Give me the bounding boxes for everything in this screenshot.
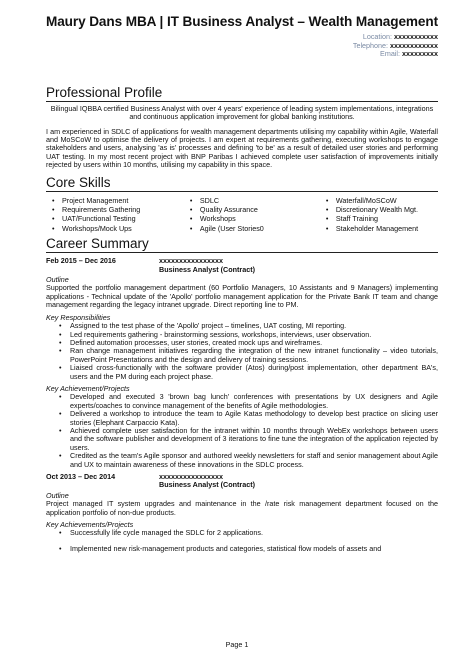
job-company: xxxxxxxxxxxxxxxx bbox=[159, 472, 223, 481]
list-item: • Liaised cross-functionally with the software provider (Atos) during/post implementation, other department BA's, users and the PM during each project phase. bbox=[46, 364, 438, 381]
skills-column-1 bbox=[46, 196, 184, 234]
list-item: • Defined automation processes, user stories, created mock ups and wireframes. bbox=[46, 339, 438, 347]
profile-heading: Professional Profile bbox=[46, 85, 438, 102]
list-item: • Delivered a workshop to introduce the team to Agile Katas methodology to develop best practice on slicing user stories (Elephant Carpaccio Kata). bbox=[46, 410, 438, 427]
skills-grid bbox=[46, 196, 438, 234]
list-item: • Successfully life cycle managed the SDLC for 2 applications. bbox=[46, 529, 438, 537]
profile-intro: Bilingual IQBBA certified Business Analyst with over 4 years' experience of leading system implementations, integrations and continuous application improvement for global banking institutions. bbox=[50, 103, 434, 122]
skill-item: • Project Management bbox=[46, 196, 184, 205]
skill-item: • UAT/Functional Testing bbox=[46, 214, 184, 223]
responsibilities-list bbox=[46, 322, 438, 381]
skill-item: • Agile (User Stories0 bbox=[184, 224, 320, 233]
career-summary-heading: Career Summary bbox=[46, 236, 438, 253]
skill-item: • Discretionary Wealth Mgt. bbox=[320, 205, 438, 214]
skills-column-3 bbox=[320, 196, 438, 234]
skill-item: • Workshops bbox=[184, 214, 320, 223]
list-item: • Led requirements gathering - brainstorming sessions, workshops, interviews, user observation. bbox=[46, 331, 438, 339]
skill-item: • Waterfall/MoSCoW bbox=[320, 196, 438, 205]
job-dates: Oct 2013 – Dec 2014 bbox=[46, 472, 116, 481]
list-item: • Achieved complete user satisfaction for the intranet within 10 months through WebEx workshops between users and the software publisher and development of 3 iterations to fine tune the integration of the application rejected by users. bbox=[46, 427, 438, 452]
outline-label: Outline bbox=[46, 490, 69, 500]
skill-item: • Stakeholder Management bbox=[320, 224, 438, 233]
job-outline: Project managed IT system upgrades and maintenance in the /rate risk management department focused on the application portfolio of non-due products. bbox=[46, 499, 438, 517]
job-outline: Supported the portfolio management department (60 Portfolio Managers, 10 Assistants and 9 Managers) implementing applications - Technical update of the 'Apollo' portfolio management application for the Private Bank IT team and change management regarding the legacy intranet upgrade. Direct reporting line to PM. bbox=[46, 283, 438, 310]
skill-item: • Quality Assurance bbox=[184, 205, 320, 214]
list-item: • Assigned to the test phase of the 'Apollo' project – timelines, UAT costing, MI reporting. bbox=[46, 322, 438, 330]
achievements-list bbox=[46, 393, 438, 469]
skill-item: • Workshops/Mock Ups bbox=[46, 224, 184, 233]
contact-block bbox=[46, 33, 438, 59]
job-company: xxxxxxxxxxxxxxxx bbox=[159, 256, 223, 266]
name-title: Maury Dans MBA | IT Business Analyst – Wealth Management bbox=[46, 14, 439, 29]
job-role: Business Analyst (Contract) bbox=[159, 264, 255, 274]
job-role: Business Analyst (Contract) bbox=[159, 480, 255, 490]
achievements-label: Key Achievements/Projects bbox=[46, 520, 134, 530]
contact-telephone: Telephone: xxxxxxxxxxxx bbox=[352, 40, 438, 50]
contact-location: Location: xxxxxxxxxxx bbox=[362, 32, 438, 41]
page-number: Page 1 bbox=[225, 640, 249, 649]
core-skills-heading: Core Skills bbox=[46, 175, 438, 192]
skill-item: • Requirements Gathering bbox=[46, 205, 184, 214]
job-dates: Feb 2015 – Dec 2016 bbox=[46, 256, 116, 266]
list-item: • Credited as the team's Agile sponsor and authored weekly newsletters for staff and senior management about Agile and UX to maintain awareness of these innovations in the SDLC process. bbox=[46, 452, 438, 469]
list-item: • Ran change management initiatives regarding the integration of the new intranet functionality – video tutorials, PowerPoint Presentations and the design and delivery of training sessions. bbox=[46, 347, 438, 364]
skills-column-2 bbox=[184, 196, 320, 234]
outline-label: Outline bbox=[46, 275, 69, 285]
job-entry bbox=[46, 473, 438, 553]
job-entry bbox=[46, 257, 438, 469]
profile-body: I am experienced in SDLC of applications for wealth management departments utilising my capability within Agile, Waterfall and MoSCoW to optimise the delivery of projects. I am expert at requirements gathering, executing workshops to engage stakeholders and users, analysing 'as is' processes and defining 'to be' as a result of detailed user stories and performing UAT testing. In my most recent project with BNP Paribas I achieved complete user satisfaction of improvements initially rejected by users within 10 months, utilising my capability in this space. bbox=[46, 126, 438, 170]
responsibilities-label: Key Responsibilities bbox=[46, 312, 111, 322]
skill-item: • SDLC bbox=[184, 196, 320, 205]
achievements-label: Key Achievement/Projects bbox=[46, 383, 130, 393]
contact-email: Email: xxxxxxxxx bbox=[380, 49, 438, 59]
achievements-list bbox=[46, 529, 438, 553]
skill-item: • Staff Training bbox=[320, 214, 438, 223]
list-item: • Implemented new risk-management products and categories, statistical flow models of assets and bbox=[46, 545, 438, 553]
list-item: • Developed and executed 3 'brown bag lunch' conferences with presentations by UX designers and Agile experts/coaches to convince management of the benefits of Agile methodologies. bbox=[46, 393, 438, 410]
